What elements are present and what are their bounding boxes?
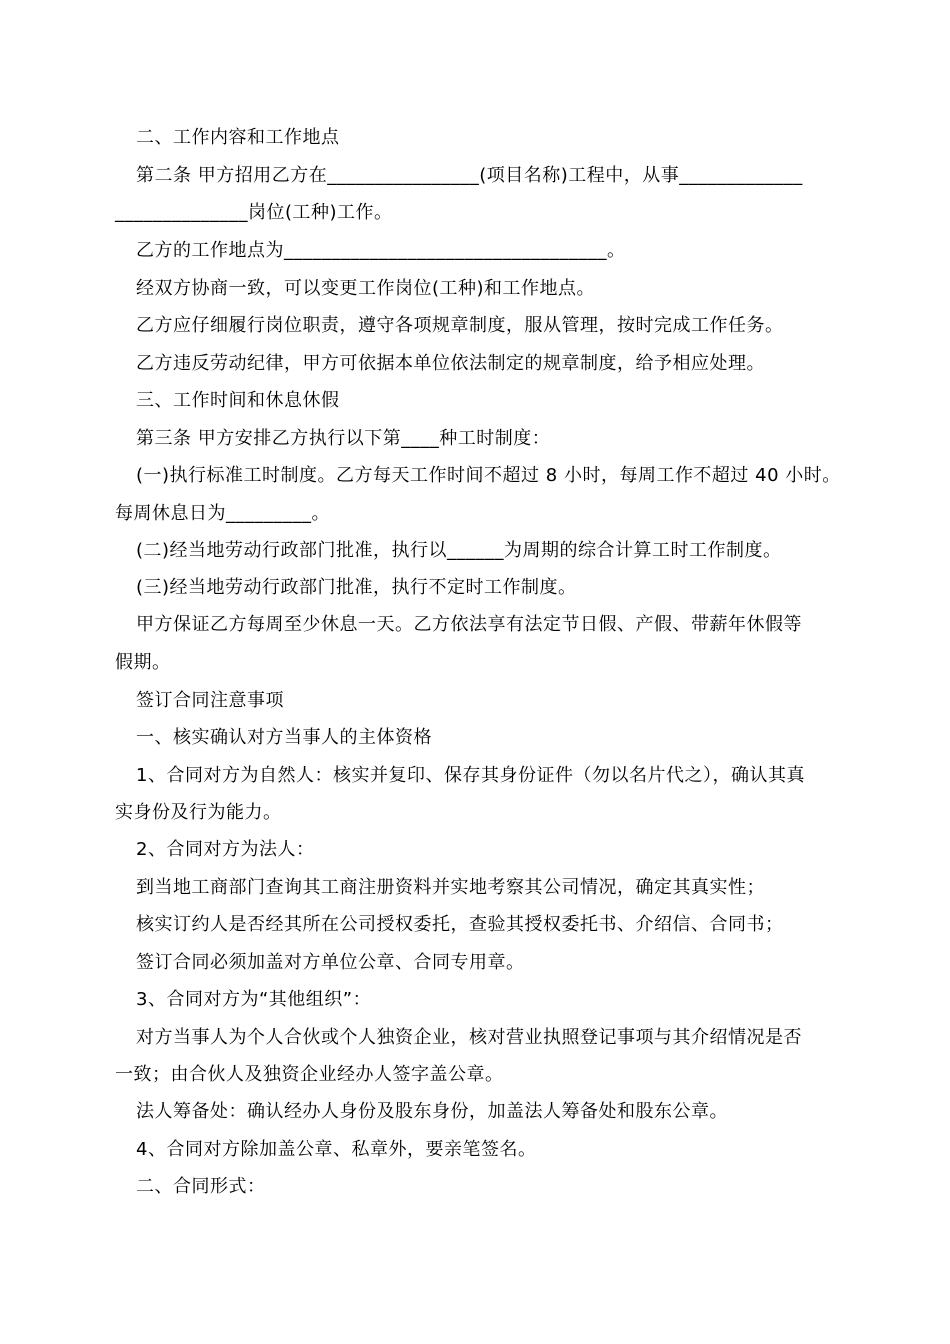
section-heading: 一、核实确认对方当事人的主体资格	[136, 727, 432, 748]
paragraph-line: 1、合同对方为自然人：核实并复印、保存其身份证件（勿以名片代之），确认其真	[136, 765, 805, 786]
paragraph-line: 3、合同对方为“其他组织”：	[136, 989, 372, 1010]
paragraph-line: (二)经当地劳动行政部门批准，执行以______为周期的综合计算工时工作制度。	[136, 540, 782, 561]
paragraph-line: 乙方违反劳动纪律，甲方可依据本单位依法制定的规章制度，给予相应处理。	[136, 353, 765, 374]
paragraph-line: 一致；由合伙人及独资企业经办人签字盖公章。	[115, 1064, 504, 1085]
paragraph-line: 法人筹备处：确认经办人身份及股东身份，加盖法人筹备处和股东公章。	[136, 1101, 728, 1122]
paragraph-line: 经双方协商一致，可以变更工作岗位(工种)和工作地点。	[136, 278, 596, 299]
paragraph-line: 4、合同对方除加盖公章、私章外，要亲笔签名。	[136, 1139, 537, 1160]
paragraph-line: 实身份及行为能力。	[115, 802, 282, 823]
article-3-line: 第三条 甲方安排乙方执行以下第____种工时制度：	[136, 428, 551, 449]
paragraph-line: (一)执行标准工时制度。乙方每天工作时间不超过 8 小时，每周工作不超过 40 小时。	[136, 465, 841, 486]
paragraph-line: 对方当事人为个人合伙或个人独资企业，核对营业执照登记事项与其介绍情况是否	[136, 1027, 802, 1048]
paragraph-line: 假期。	[115, 652, 171, 673]
paragraph-line: 乙方的工作地点为__________________________________。	[136, 240, 626, 261]
paragraph-line: 核实订约人是否经其所在公司授权委托，查验其授权委托书、介绍信、合同书；	[136, 914, 784, 935]
article-2-line-1: 第二条 甲方招用乙方在________________(项目名称)工程中，从事_____________	[136, 165, 803, 186]
paragraph-line: 甲方保证乙方每周至少休息一天。乙方依法享有法定节日假、产假、带薪年休假等	[136, 614, 802, 635]
paragraph-line: 2、合同对方为法人：	[136, 839, 315, 860]
paragraph-line: 乙方应仔细履行岗位职责，遵守各项规章制度，服从管理，按时完成工作任务。	[136, 315, 784, 336]
section-heading: 签订合同注意事项	[136, 690, 284, 711]
paragraph-line: 每周休息日为_________。	[115, 503, 330, 524]
article-2-line-2: ______________岗位(工种)工作。	[115, 202, 393, 223]
paragraph-line: 到当地工商部门查询其工商注册资料并实地考察其公司情况，确定其真实性；	[136, 877, 765, 898]
section-heading: 二、工作内容和工作地点	[136, 127, 340, 148]
paragraph-line: (三)经当地劳动行政部门批准，执行不定时工作制度。	[136, 577, 577, 598]
section-heading: 二、合同形式：	[136, 1176, 266, 1197]
section-heading: 三、工作时间和休息休假	[136, 390, 340, 411]
paragraph-line: 签订合同必须加盖对方单位公章、合同专用章。	[136, 952, 525, 973]
